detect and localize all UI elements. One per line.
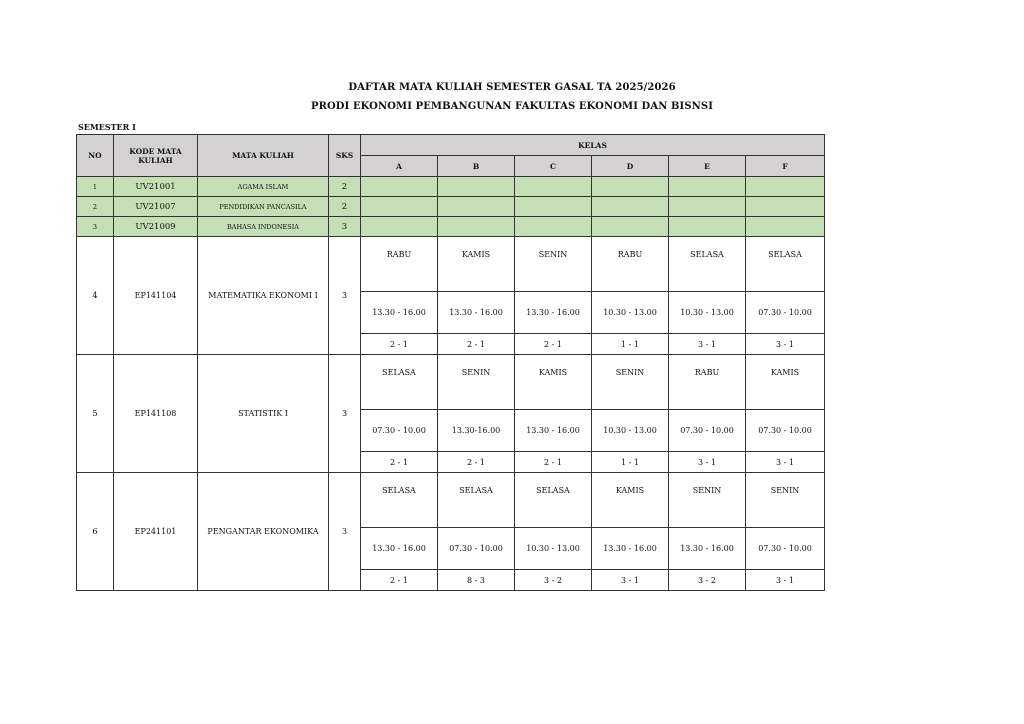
- row-no: 1: [77, 177, 114, 197]
- empty-class-cell: [515, 177, 592, 197]
- row-no: 2: [77, 197, 114, 217]
- class-room: 2 - 1: [361, 452, 438, 473]
- class-day: SENIN: [438, 355, 515, 410]
- class-room: 8 - 3: [438, 570, 515, 591]
- row-sks: 2: [329, 177, 361, 197]
- empty-class-cell: [515, 197, 592, 217]
- row-matkul: MATEMATIKA EKONOMI I: [198, 237, 329, 355]
- header-class-c: C: [515, 156, 592, 177]
- row-matkul: PENDIDIKAN PANCASILA: [198, 197, 329, 217]
- class-room: 2 - 1: [438, 334, 515, 355]
- class-day: SENIN: [515, 237, 592, 292]
- empty-class-cell: [438, 197, 515, 217]
- header-class-b: B: [438, 156, 515, 177]
- class-day: KAMIS: [438, 237, 515, 292]
- table-row: [77, 473, 825, 528]
- header-kode: KODE MATA KULIAH: [114, 135, 198, 177]
- row-kode: EP141108: [114, 355, 198, 473]
- class-day: RABU: [669, 355, 746, 410]
- class-time: 07.30 - 10.00: [746, 528, 825, 570]
- class-day: RABU: [592, 237, 669, 292]
- header-class-f: F: [746, 156, 825, 177]
- empty-class-cell: [746, 217, 825, 237]
- row-matkul: BAHASA INDONESIA: [198, 217, 329, 237]
- class-time: 10.30 - 13.00: [515, 528, 592, 570]
- empty-class-cell: [669, 177, 746, 197]
- class-time: 07.30 - 10.00: [361, 410, 438, 452]
- class-time: 13.30-16.00: [438, 410, 515, 452]
- row-kode: EP141104: [114, 237, 198, 355]
- row-sks: 3: [329, 473, 361, 591]
- class-time: 07.30 - 10.00: [746, 292, 825, 334]
- empty-class-cell: [361, 177, 438, 197]
- class-day: SELASA: [746, 237, 825, 292]
- empty-class-cell: [669, 217, 746, 237]
- row-kode: EP241101: [114, 473, 198, 591]
- class-day: SENIN: [669, 473, 746, 528]
- header-kelas: KELAS: [361, 135, 825, 156]
- row-sks: 2: [329, 197, 361, 217]
- header-class-a: A: [361, 156, 438, 177]
- class-room: 3 - 1: [746, 452, 825, 473]
- class-room: 2 - 1: [515, 334, 592, 355]
- class-room: 2 - 1: [438, 452, 515, 473]
- empty-class-cell: [746, 197, 825, 217]
- row-matkul: STATISTIK I: [198, 355, 329, 473]
- empty-class-cell: [669, 197, 746, 217]
- empty-class-cell: [438, 177, 515, 197]
- class-day: SELASA: [669, 237, 746, 292]
- class-time: 13.30 - 16.00: [669, 528, 746, 570]
- row-sks: 3: [329, 217, 361, 237]
- row-sks: 3: [329, 355, 361, 473]
- row-sks: 3: [329, 237, 361, 355]
- header-class-e: E: [669, 156, 746, 177]
- row-no: 5: [77, 355, 114, 473]
- class-room: 2 - 1: [361, 334, 438, 355]
- class-time: 10.30 - 13.00: [669, 292, 746, 334]
- class-day: RABU: [361, 237, 438, 292]
- table-row: [77, 197, 825, 217]
- class-room: 2 - 1: [361, 570, 438, 591]
- class-time: 13.30 - 16.00: [515, 292, 592, 334]
- class-day: SELASA: [515, 473, 592, 528]
- row-no: 3: [77, 217, 114, 237]
- class-day: SENIN: [746, 473, 825, 528]
- table-row: [77, 177, 825, 197]
- empty-class-cell: [515, 217, 592, 237]
- header-no: NO: [77, 135, 114, 177]
- empty-class-cell: [438, 217, 515, 237]
- empty-class-cell: [592, 217, 669, 237]
- empty-class-cell: [592, 197, 669, 217]
- row-no: 4: [77, 237, 114, 355]
- class-room: 1 - 1: [592, 334, 669, 355]
- class-time: 13.30 - 16.00: [515, 410, 592, 452]
- empty-class-cell: [592, 177, 669, 197]
- semester-label: SEMESTER I: [78, 122, 136, 132]
- table-row: [77, 237, 825, 292]
- class-room: 3 - 1: [592, 570, 669, 591]
- class-room: 3 - 1: [746, 570, 825, 591]
- class-day: SELASA: [361, 355, 438, 410]
- row-kode: UV21009: [114, 217, 198, 237]
- class-day: KAMIS: [592, 473, 669, 528]
- class-room: 3 - 1: [746, 334, 825, 355]
- row-matkul: AGAMA ISLAM: [198, 177, 329, 197]
- class-day: KAMIS: [746, 355, 825, 410]
- header-class-d: D: [592, 156, 669, 177]
- class-room: 2 - 1: [515, 452, 592, 473]
- class-time: 07.30 - 10.00: [669, 410, 746, 452]
- class-time: 07.30 - 10.00: [438, 528, 515, 570]
- table-row: [77, 217, 825, 237]
- empty-class-cell: [361, 197, 438, 217]
- table-row: [77, 355, 825, 410]
- row-kode: UV21001: [114, 177, 198, 197]
- row-kode: UV21007: [114, 197, 198, 217]
- class-room: 3 - 2: [515, 570, 592, 591]
- class-time: 07.30 - 10.00: [746, 410, 825, 452]
- empty-class-cell: [361, 217, 438, 237]
- course-schedule-table: [76, 134, 825, 591]
- class-day: SELASA: [438, 473, 515, 528]
- class-day: SELASA: [361, 473, 438, 528]
- document-title: DAFTAR MATA KULIAH SEMESTER GASAL TA 2025/2026: [348, 82, 676, 93]
- class-room: 3 - 1: [669, 334, 746, 355]
- row-no: 6: [77, 473, 114, 591]
- class-time: 13.30 - 16.00: [592, 528, 669, 570]
- class-time: 10.30 - 13.00: [592, 292, 669, 334]
- document-subtitle: PRODI EKONOMI PEMBANGUNAN FAKULTAS EKONOMI DAN BISNSI: [310, 101, 714, 112]
- header-sks: SKS: [329, 135, 361, 177]
- class-room: 3 - 2: [669, 570, 746, 591]
- row-matkul: PENGANTAR EKONOMIKA: [198, 473, 329, 591]
- class-room: 1 - 1: [592, 452, 669, 473]
- class-time: 10.30 - 13.00: [592, 410, 669, 452]
- class-time: 13.30 - 16.00: [361, 292, 438, 334]
- class-time: 13.30 - 16.00: [361, 528, 438, 570]
- class-day: KAMIS: [515, 355, 592, 410]
- class-time: 13.30 - 16.00: [438, 292, 515, 334]
- class-day: SENIN: [592, 355, 669, 410]
- header-matkul: MATA KULIAH: [198, 135, 329, 177]
- empty-class-cell: [746, 177, 825, 197]
- class-room: 3 - 1: [669, 452, 746, 473]
